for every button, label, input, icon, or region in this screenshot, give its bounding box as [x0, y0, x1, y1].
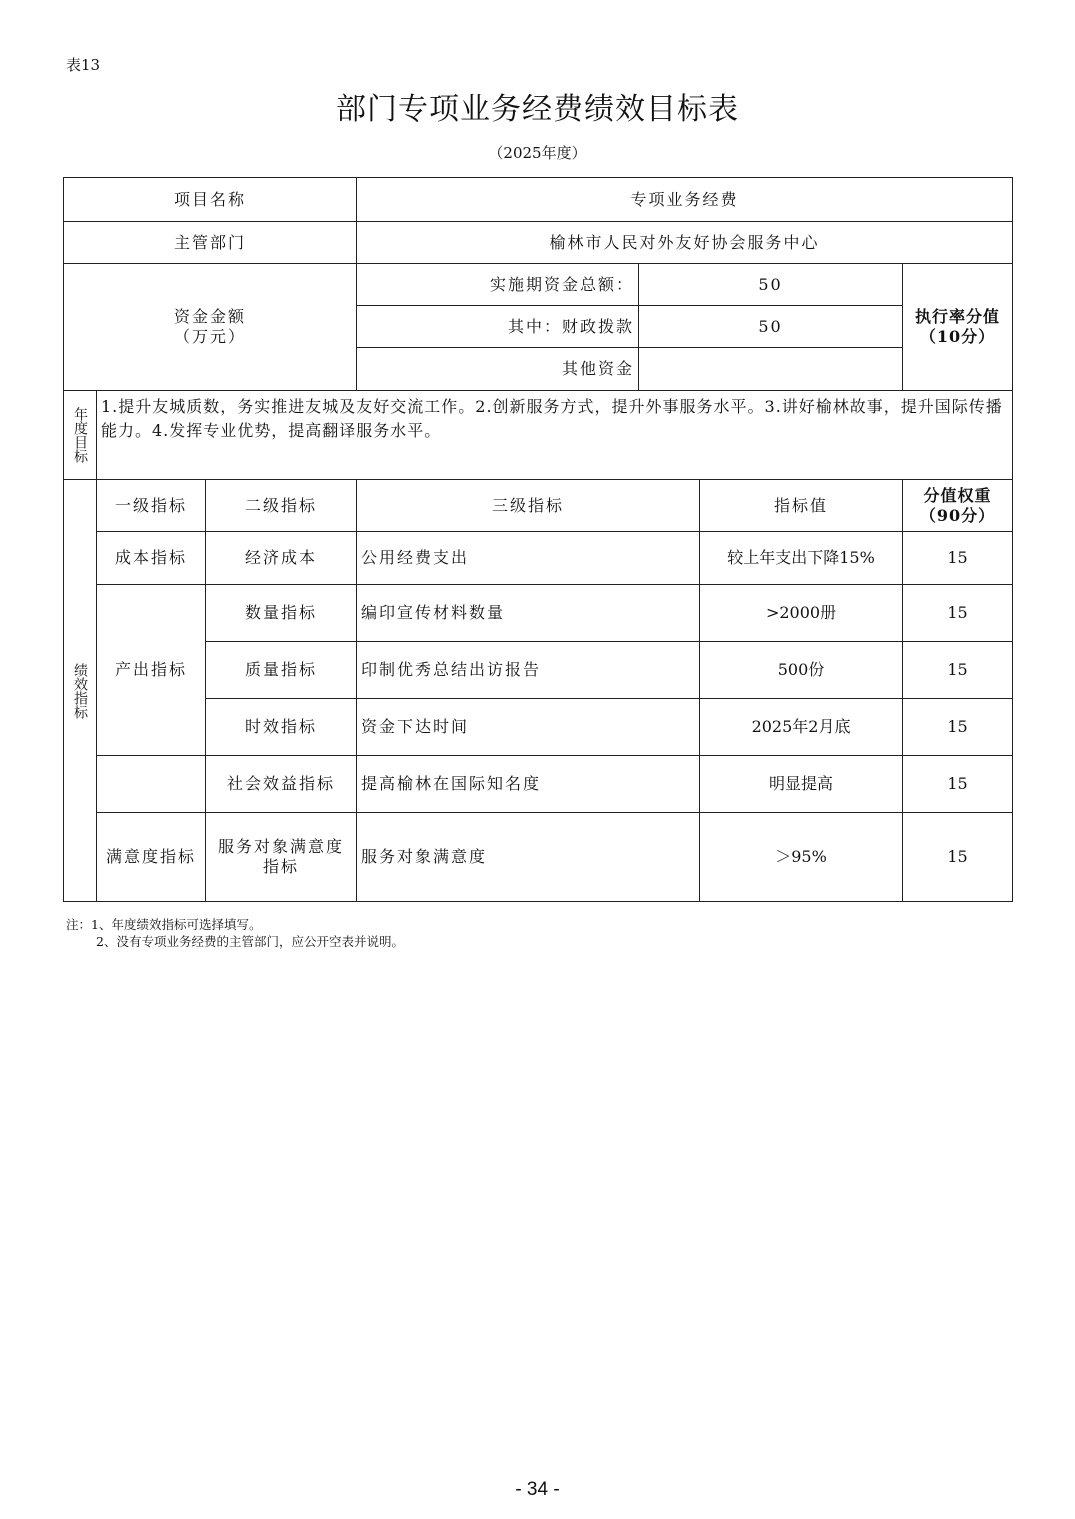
row-weight: 15: [903, 699, 1013, 756]
project-name-label: 项目名称: [64, 178, 357, 222]
execution-rate-line2: （10分）: [919, 327, 996, 346]
funds-label-line2: （万元）: [174, 327, 247, 346]
indicators-side-text: 绩效指标: [72, 662, 88, 719]
header-level3: 三级指标: [357, 480, 700, 532]
department-label: 主管部门: [64, 222, 357, 264]
row-level3: 印制优秀总结出访报告: [357, 642, 700, 699]
year-subtitle: （2025年度）: [488, 144, 587, 162]
execution-rate-score: [903, 264, 1013, 391]
row-level2: 时效指标: [206, 699, 357, 756]
table-notes: [66, 916, 404, 950]
funds-other-label: 其他资金: [357, 348, 639, 391]
header-weight-line2: （90分）: [919, 505, 996, 525]
performance-table: [63, 177, 1013, 902]
row-weight: 15: [903, 813, 1013, 902]
page-title: 部门专项业务经费绩效目标表: [336, 92, 739, 127]
indicators-side-label: [64, 480, 97, 902]
annual-goal-side-text: 年度目标: [72, 407, 88, 463]
funds-fiscal-value: 50: [639, 306, 903, 348]
table-row: [64, 642, 1013, 699]
row-level1: 产出指标: [97, 585, 206, 756]
row-value: >2000册: [700, 585, 903, 642]
table-row: [64, 699, 1013, 756]
header-value: 指标值: [700, 480, 903, 532]
header-level1: 一级指标: [97, 480, 206, 532]
row-level3: 资金下达时间: [357, 699, 700, 756]
annual-goal-row: [64, 391, 1013, 480]
row-level1: [97, 756, 206, 813]
header-level2: 二级指标: [206, 480, 357, 532]
header-weight-line1: 分值权重: [923, 485, 992, 505]
funds-label: [64, 264, 357, 391]
row-level3: 服务对象满意度: [357, 813, 700, 902]
row-level1: 满意度指标: [97, 813, 206, 902]
funds-label-line1: 资金金额: [174, 307, 247, 326]
department-row: [64, 222, 1013, 264]
table-row: [64, 756, 1013, 813]
page-number: - 34 -: [515, 1479, 560, 1500]
funds-total-label: 实施期资金总额：: [357, 264, 639, 306]
row-weight: 15: [903, 642, 1013, 699]
table-row: [64, 813, 1013, 902]
indicator-header-row: [64, 480, 1013, 532]
row-level3: 编印宣传材料数量: [357, 585, 700, 642]
table-row: [64, 532, 1013, 585]
row-level2-line2: 指标: [263, 857, 300, 876]
row-weight: 15: [903, 756, 1013, 813]
row-weight: 15: [903, 532, 1013, 585]
row-level2: 质量指标: [206, 642, 357, 699]
funds-other-value: [639, 348, 903, 391]
row-level2-line1: 服务对象满意度: [218, 837, 345, 856]
table-row: [64, 585, 1013, 642]
row-level3: 公用经费支出: [357, 532, 700, 585]
row-value: 明显提高: [700, 756, 903, 813]
table-number: 表13: [66, 56, 101, 74]
funds-fiscal-label: 其中：财政拨款: [357, 306, 639, 348]
row-level2: 数量指标: [206, 585, 357, 642]
project-name-value: 专项业务经费: [357, 178, 1013, 222]
row-value: 500份: [700, 642, 903, 699]
funds-total-value: 50: [639, 264, 903, 306]
row-weight: 15: [903, 585, 1013, 642]
project-name-row: [64, 178, 1013, 222]
row-value: 较上年支出下降15%: [700, 532, 903, 585]
department-value: 榆林市人民对外友好协会服务中心: [357, 222, 1013, 264]
funds-total-row: [64, 264, 1013, 306]
annual-goal-text: 1.提升友城质数，务实推进友城及友好交流工作。2.创新服务方式，提升外事服务水平。3.讲好榆林故事，提升国际传播能力。4.发挥专业优势，提高翻译服务水平。: [97, 391, 1013, 480]
row-level2: 社会效益指标: [206, 756, 357, 813]
row-value: 2025年2月底: [700, 699, 903, 756]
row-value: ＞95%: [700, 813, 903, 902]
row-level2: [206, 813, 357, 902]
row-level2: 经济成本: [206, 532, 357, 585]
note-line1: 注：1、年度绩效指标可选择填写。: [66, 917, 262, 932]
execution-rate-line1: 执行率分值: [915, 307, 1001, 326]
row-level1: 成本指标: [97, 532, 206, 585]
annual-goal-side-label: [64, 391, 97, 480]
header-weight: [903, 480, 1013, 532]
row-level3: 提高榆林在国际知名度: [357, 756, 700, 813]
note-line2: 2、没有专项业务经费的主管部门，应公开空表并说明。: [96, 934, 404, 949]
